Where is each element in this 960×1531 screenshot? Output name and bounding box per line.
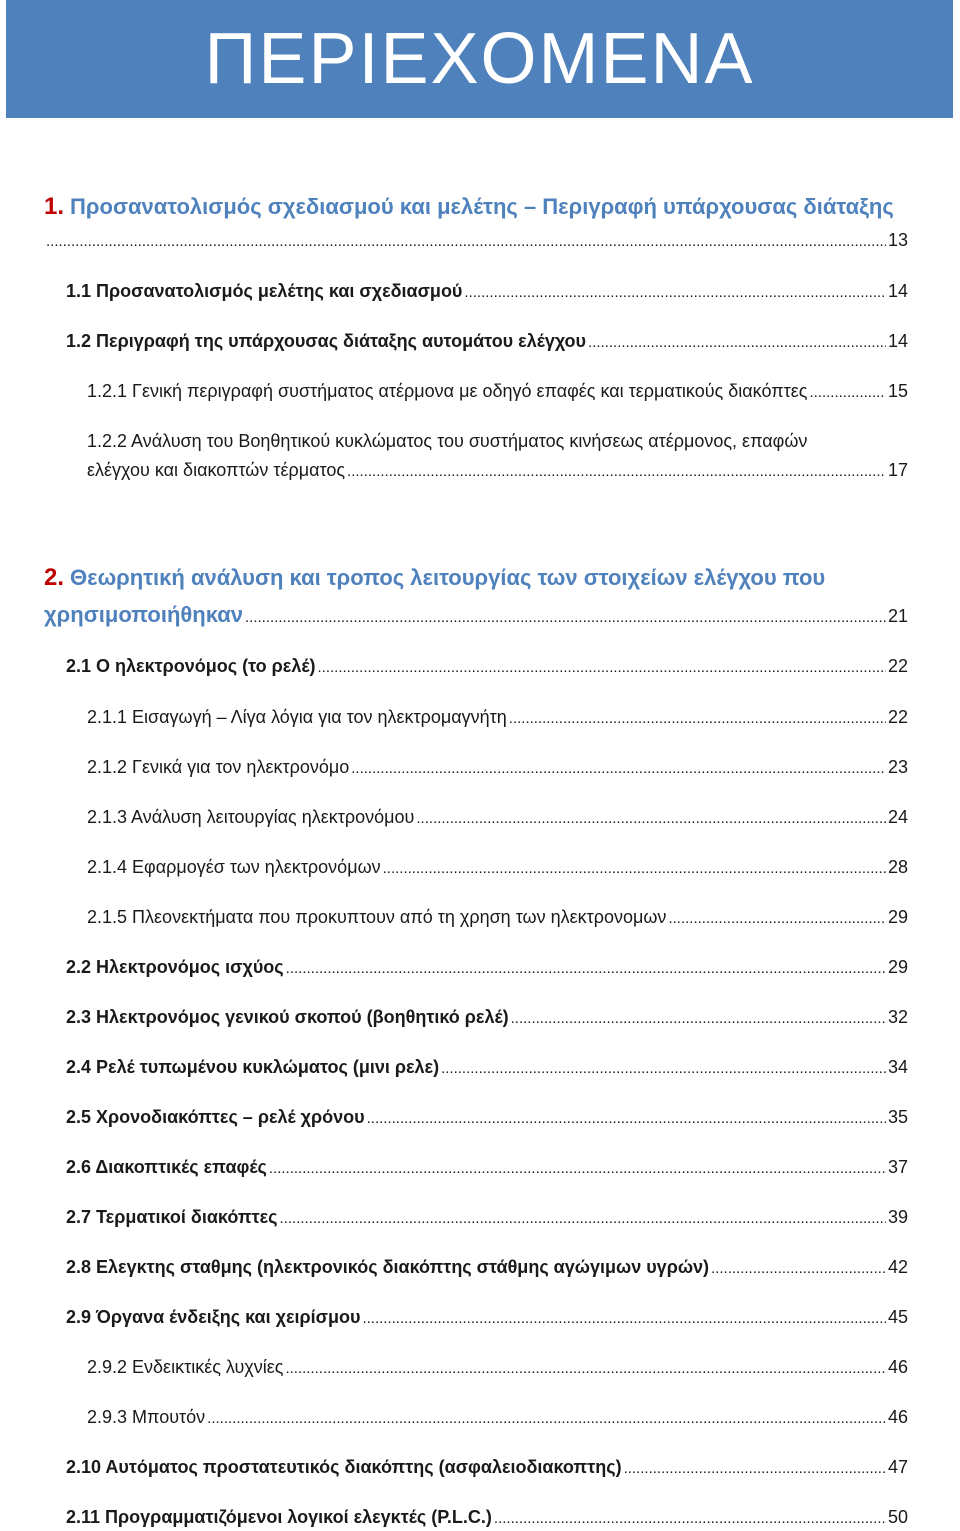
toc-entry-2-6[interactable] — [66, 1157, 908, 1178]
page-number: 46 — [887, 1407, 908, 1427]
dot-leader — [317, 659, 885, 676]
toc-entry-2-1[interactable] — [66, 656, 908, 677]
page-number: 46 — [887, 1357, 908, 1377]
entry-title: 2.1.1 Εισαγωγή – Λίγα λόγια για τον ηλεκτρομαγνήτη — [87, 707, 507, 727]
page-number: 32 — [887, 1007, 908, 1027]
page-number: 39 — [887, 1207, 908, 1227]
dot-leader — [809, 384, 886, 401]
page-number: 29 — [887, 957, 908, 977]
entry-title: 1.1 Προσανατολισμός μελέτης και σχεδιασμού — [66, 281, 463, 301]
dot-leader — [588, 334, 886, 351]
entry-title: 2.1.5 Πλεονεκτήματα που προκυπτουν από τη χρηση των ηλεκτρονομων — [87, 907, 667, 927]
dot-leader — [285, 1360, 886, 1377]
toc-heading: ΠΕΡΙΕΧΟΜΕΝΑ — [204, 19, 755, 99]
toc-entry-chapter-2[interactable] — [44, 602, 908, 628]
toc-entry-2-4[interactable] — [66, 1057, 908, 1078]
toc-entry-2-9[interactable] — [66, 1307, 908, 1328]
entry-title: 2.5 Χρονοδιακόπτες – ρελέ χρόνου — [66, 1107, 365, 1127]
toc-entry-2-7[interactable] — [66, 1207, 908, 1228]
dot-leader — [494, 1510, 886, 1527]
toc-entry-2-9-3[interactable] — [87, 1407, 908, 1428]
toc-chapter-1-title-line — [44, 193, 894, 221]
entry-title: 2.9 Όργανα ένδειξης και χειρίσμου — [66, 1307, 361, 1327]
entry-title-continued: ελέγχου και διακοπτών τέρματος — [87, 460, 346, 480]
toc-entry-1-2-2-line-1[interactable] — [87, 431, 807, 452]
chapter-number: 1. — [44, 193, 65, 220]
entry-title: 2.1 Ο ηλεκτρονόμος (το ρελέ) — [66, 656, 316, 676]
page-number: 42 — [887, 1257, 908, 1277]
entry-title: 1.2.1 Γενική περιγραφή συστήματος ατέρμονα με οδηγό επαφές και τερματικούς διακόπτες — [87, 381, 808, 401]
entry-title: 2.10 Αυτόματος προστατευτικός διακόπτης (ασφαλειοδιακοπτης) — [66, 1457, 622, 1477]
page-number: 24 — [887, 807, 908, 827]
entry-title: 2.6 Διακοπτικές επαφές — [66, 1157, 267, 1177]
page-number: 34 — [887, 1057, 908, 1077]
toc-entry-2-2[interactable] — [66, 957, 908, 978]
toc-entry-1-2-2[interactable] — [87, 460, 908, 481]
dot-leader — [280, 1210, 886, 1227]
toc-entry-1-2[interactable] — [66, 331, 908, 352]
page-number: 23 — [887, 757, 908, 777]
dot-leader — [416, 810, 886, 827]
chapter-title: Θεωρητική ανάλυση και τροπος λειτουργίας των στοιχείων ελέγχου που — [70, 565, 826, 590]
entry-title: 1.2 Περιγραφή της υπάρχουσας διάταξης αυτομάτου ελέγχου — [66, 331, 587, 351]
page-number: 13 — [887, 230, 908, 250]
dot-leader — [351, 760, 886, 777]
entry-title: 1.2.2 Ανάλυση του Βοηθητικού κυκλώματος του συστήματος κινήσεως ατέρμονος, επαφών — [87, 431, 808, 451]
toc-entry-2-8[interactable] — [66, 1257, 908, 1278]
entry-title: 2.2 Ηλεκτρονόμος ισχύος — [66, 957, 284, 977]
chapter-number: 2. — [44, 564, 65, 591]
dot-leader — [711, 1260, 886, 1277]
toc-entry-2-9-2[interactable] — [87, 1357, 908, 1378]
toc-entry-2-5[interactable] — [66, 1107, 908, 1128]
dot-leader — [509, 710, 886, 727]
page-number: 28 — [887, 857, 908, 877]
toc-entry-2-1-3[interactable] — [87, 807, 908, 828]
page-number: 14 — [887, 281, 908, 301]
page-number: 45 — [887, 1307, 908, 1327]
entry-title: 2.1.3 Ανάλυση λειτουργίας ηλεκτρονόμου — [87, 807, 415, 827]
dot-leader — [245, 609, 886, 626]
chapter-title: Προσανατολισμός σχεδιασμού και μελέτης – Περιγραφή υπάρχουσας διάταξης — [70, 194, 894, 219]
entry-title: 2.9.2 Ενδεικτικές λυχνίες — [87, 1357, 284, 1377]
dot-leader — [207, 1410, 886, 1427]
page-number: 22 — [887, 707, 908, 727]
entry-title: 2.3 Ηλεκτρονόμος γενικού σκοπού (βοηθητικό ρελέ) — [66, 1007, 509, 1027]
toc-chapter-2-title-line — [44, 564, 825, 592]
entry-title: 2.8 Ελεγκτης σταθμης (ηλεκτρονικός διακόπτης στάθμης αγώγιμων υγρών) — [66, 1257, 710, 1277]
chapter-title-continued: χρησιμοποιήθηκαν — [44, 602, 244, 627]
page-number: 35 — [887, 1107, 908, 1127]
toc-entry-1-2-1[interactable] — [87, 381, 908, 402]
dot-leader — [511, 1010, 886, 1027]
entry-title: 2.11 Προγραμματιζόμενοι λογικοί ελεγκτές (P.L.C.) — [66, 1507, 492, 1527]
page-number: 37 — [887, 1157, 908, 1177]
toc-entry-1-1[interactable] — [66, 281, 908, 302]
dot-leader — [269, 1160, 886, 1177]
entry-title: 2.7 Τερματικοί διακόπτες — [66, 1207, 278, 1227]
dot-leader — [441, 1060, 886, 1077]
toc-entry-2-3[interactable] — [66, 1007, 908, 1028]
entry-title: 2.4 Ρελέ τυπωμένου κυκλώματος (μινι ρελε) — [66, 1057, 440, 1077]
toc-entry-2-10[interactable] — [66, 1457, 908, 1478]
dot-leader — [464, 284, 886, 301]
toc-entry-2-1-1[interactable] — [87, 707, 908, 728]
page-number: 50 — [887, 1507, 908, 1527]
dot-leader — [286, 960, 886, 977]
page-number: 15 — [887, 381, 908, 401]
dot-leader — [367, 1110, 886, 1127]
page-number: 47 — [887, 1457, 908, 1477]
page-number: 22 — [887, 656, 908, 676]
toc-entry-2-11[interactable] — [66, 1507, 908, 1528]
dot-leader — [668, 910, 886, 927]
page-number: 17 — [887, 460, 908, 480]
page-number: 21 — [887, 606, 908, 626]
page-number: 29 — [887, 907, 908, 927]
dot-leader — [46, 233, 886, 250]
dot-leader — [362, 1310, 886, 1327]
entry-title: 2.9.3 Μπουτόν — [87, 1407, 206, 1427]
dot-leader — [624, 1460, 886, 1477]
entry-title: 2.1.2 Γενικά για τον ηλεκτρονόμο — [87, 757, 350, 777]
toc-entry-2-1-4[interactable] — [87, 857, 908, 878]
page-number: 14 — [887, 331, 908, 351]
toc-entry-chapter-1[interactable] — [44, 230, 908, 251]
entry-title: 2.1.4 Εφαρμογέσ των ηλεκτρονόμων — [87, 857, 381, 877]
toc-entry-2-1-5[interactable] — [87, 907, 908, 928]
toc-entry-2-1-2[interactable] — [87, 757, 908, 778]
dot-leader — [383, 860, 886, 877]
dot-leader — [347, 463, 886, 480]
